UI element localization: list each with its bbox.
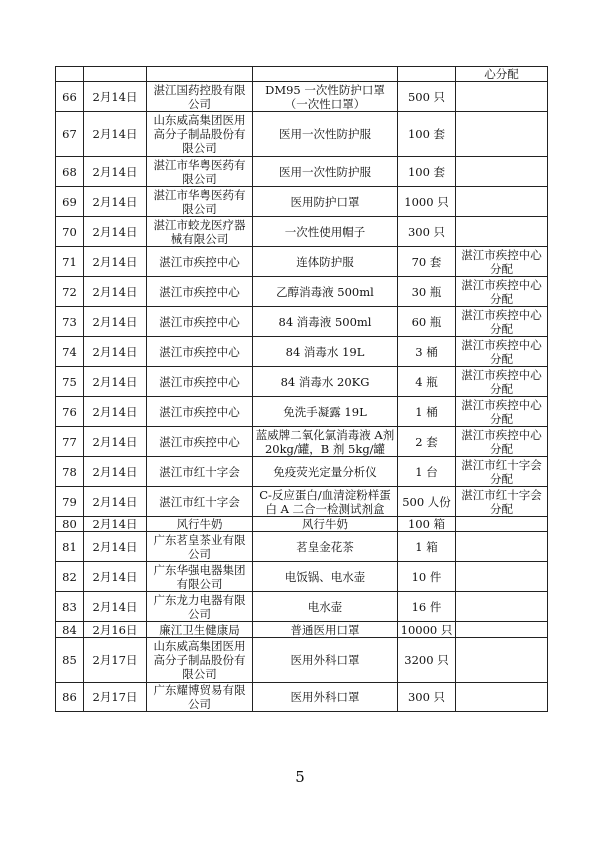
row-item: 茗皇金花茶 (253, 532, 398, 562)
table-row (56, 187, 548, 217)
table-row (56, 217, 548, 247)
row-date: 2月14日 (84, 397, 147, 427)
table-row (56, 82, 548, 112)
row-date: 2月14日 (84, 427, 147, 457)
row-note (456, 532, 548, 562)
row-donor: 湛江市华粤医药有限公司 (147, 157, 253, 187)
row-note: 湛江市红十字会分配 (456, 487, 548, 517)
row-quantity: 70 套 (398, 247, 456, 277)
row-donor: 湛江市疾控中心 (147, 277, 253, 307)
row-number: 86 (56, 683, 84, 712)
row-quantity: 1000 只 (398, 187, 456, 217)
row-note (456, 592, 548, 622)
row-donor: 湛江市红十字会 (147, 457, 253, 487)
row-note: 湛江市疾控中心分配 (456, 247, 548, 277)
row-item: 风行牛奶 (253, 517, 398, 532)
table-row (56, 307, 548, 337)
row-date: 2月17日 (84, 683, 147, 712)
row-number: 66 (56, 82, 84, 112)
row-note (456, 187, 548, 217)
row-donor: 湛江国药控股有限公司 (147, 82, 253, 112)
table-row (56, 247, 548, 277)
table-row (56, 157, 548, 187)
row-date: 2月14日 (84, 487, 147, 517)
table-row (56, 683, 548, 712)
row-quantity: 1 台 (398, 457, 456, 487)
row-quantity: 500 人份 (398, 487, 456, 517)
row-date: 2月14日 (84, 247, 147, 277)
row-quantity: 2 套 (398, 427, 456, 457)
row-number: 83 (56, 592, 84, 622)
row-note (456, 683, 548, 712)
row-quantity: 30 瓶 (398, 277, 456, 307)
row-date: 2月14日 (84, 307, 147, 337)
row-number: 75 (56, 367, 84, 397)
row-note: 湛江市红十字会分配 (456, 457, 548, 487)
row-item: 免疫荧光定量分析仪 (253, 457, 398, 487)
row-quantity: 10000 只 (398, 622, 456, 638)
row-donor: 风行牛奶 (147, 517, 253, 532)
row-donor: 广东茗皇茶业有限公司 (147, 532, 253, 562)
row-date: 2月14日 (84, 157, 147, 187)
row-item: 医用防护口罩 (253, 187, 398, 217)
row-note: 湛江市疾控中心分配 (456, 427, 548, 457)
row-note: 心分配 (456, 67, 548, 82)
page-number: 5 (295, 768, 305, 786)
row-item: 84 消毒水 19L (253, 337, 398, 367)
row-quantity: 100 箱 (398, 517, 456, 532)
row-number: 67 (56, 112, 84, 157)
row-quantity: 10 件 (398, 562, 456, 592)
row-note (456, 82, 548, 112)
row-note: 湛江市疾控中心分配 (456, 307, 548, 337)
row-number: 84 (56, 622, 84, 638)
row-item: 医用外科口罩 (253, 638, 398, 683)
table-row (56, 592, 548, 622)
row-number: 71 (56, 247, 84, 277)
row-number: 73 (56, 307, 84, 337)
row-item: 免洗手凝露 19L (253, 397, 398, 427)
row-item: DM95 一次性防护口罩（一次性口罩） (253, 82, 398, 112)
row-donor: 广东龙力电器有限公司 (147, 592, 253, 622)
row-donor: 湛江市疾控中心 (147, 427, 253, 457)
row-donor: 廉江卫生健康局 (147, 622, 253, 638)
row-date: 2月14日 (84, 592, 147, 622)
table-row (56, 562, 548, 592)
row-note: 湛江市疾控中心分配 (456, 367, 548, 397)
row-number (56, 67, 84, 82)
row-date: 2月14日 (84, 562, 147, 592)
row-donor (147, 67, 253, 82)
row-donor: 广东华强电器集团有限公司 (147, 562, 253, 592)
row-quantity: 1 桶 (398, 397, 456, 427)
row-number: 68 (56, 157, 84, 187)
row-quantity: 3200 只 (398, 638, 456, 683)
row-note (456, 562, 548, 592)
row-item: 一次性使用帽子 (253, 217, 398, 247)
row-quantity: 300 只 (398, 683, 456, 712)
row-note (456, 622, 548, 638)
row-donor: 山东威高集团医用高分子制品股份有限公司 (147, 638, 253, 683)
table-row (56, 427, 548, 457)
row-quantity (398, 67, 456, 82)
row-donor: 湛江市蛟龙医疗器械有限公司 (147, 217, 253, 247)
row-item: 84 消毒液 500ml (253, 307, 398, 337)
row-note: 湛江市疾控中心分配 (456, 337, 548, 367)
row-donor: 湛江市疾控中心 (147, 397, 253, 427)
row-quantity: 100 套 (398, 157, 456, 187)
row-date: 2月14日 (84, 112, 147, 157)
row-date: 2月14日 (84, 457, 147, 487)
row-date: 2月14日 (84, 217, 147, 247)
row-quantity: 1 箱 (398, 532, 456, 562)
row-number: 74 (56, 337, 84, 367)
row-number: 80 (56, 517, 84, 532)
row-item: 蓝威牌二氧化氯消毒液 A剂 20kg/罐，B 剂 5kg/罐 (253, 427, 398, 457)
row-date: 2月14日 (84, 367, 147, 397)
row-item: 乙醇消毒液 500ml (253, 277, 398, 307)
row-date: 2月14日 (84, 82, 147, 112)
row-item: 电水壶 (253, 592, 398, 622)
row-date: 2月14日 (84, 532, 147, 562)
row-number: 79 (56, 487, 84, 517)
table-row (56, 622, 548, 638)
row-item (253, 67, 398, 82)
row-note: 湛江市疾控中心分配 (456, 277, 548, 307)
row-note (456, 638, 548, 683)
row-number: 69 (56, 187, 84, 217)
row-number: 81 (56, 532, 84, 562)
row-note: 湛江市疾控中心分配 (456, 397, 548, 427)
row-donor: 湛江市华粤医药有限公司 (147, 187, 253, 217)
row-item: 医用外科口罩 (253, 683, 398, 712)
row-number: 85 (56, 638, 84, 683)
row-donor: 湛江市疾控中心 (147, 247, 253, 277)
table-row (56, 277, 548, 307)
row-donor: 湛江市疾控中心 (147, 367, 253, 397)
row-number: 78 (56, 457, 84, 487)
table-row (56, 517, 548, 532)
donation-table (55, 66, 548, 712)
table-row (56, 457, 548, 487)
row-date: 2月14日 (84, 517, 147, 532)
table-row (56, 397, 548, 427)
table-row (56, 367, 548, 397)
row-quantity: 100 套 (398, 112, 456, 157)
row-donor: 湛江市疾控中心 (147, 337, 253, 367)
table-row (56, 638, 548, 683)
row-item: 医用一次性防护服 (253, 157, 398, 187)
row-quantity: 60 瓶 (398, 307, 456, 337)
row-date: 2月14日 (84, 337, 147, 367)
row-quantity: 4 瓶 (398, 367, 456, 397)
row-donor: 广东耀博贸易有限公司 (147, 683, 253, 712)
row-item: 连体防护服 (253, 247, 398, 277)
row-date: 2月14日 (84, 187, 147, 217)
row-item: C-反应蛋白/血清淀粉样蛋白 A 二合一检测试剂盒 (253, 487, 398, 517)
row-note (456, 517, 548, 532)
row-donor: 湛江市红十字会 (147, 487, 253, 517)
table-row (56, 337, 548, 367)
row-quantity: 500 只 (398, 82, 456, 112)
row-number: 82 (56, 562, 84, 592)
row-number: 70 (56, 217, 84, 247)
table-row (56, 487, 548, 517)
table-row-continued (56, 67, 548, 82)
row-note (456, 112, 548, 157)
table-row (56, 112, 548, 157)
row-note (456, 157, 548, 187)
row-item: 84 消毒水 20KG (253, 367, 398, 397)
row-date (84, 67, 147, 82)
row-item: 普通医用口罩 (253, 622, 398, 638)
row-note (456, 217, 548, 247)
row-date: 2月17日 (84, 638, 147, 683)
row-number: 72 (56, 277, 84, 307)
row-quantity: 300 只 (398, 217, 456, 247)
row-number: 76 (56, 397, 84, 427)
row-date: 2月16日 (84, 622, 147, 638)
row-date: 2月14日 (84, 277, 147, 307)
row-number: 77 (56, 427, 84, 457)
row-item: 医用一次性防护服 (253, 112, 398, 157)
row-donor: 山东威高集团医用高分子制品股份有限公司 (147, 112, 253, 157)
row-donor: 湛江市疾控中心 (147, 307, 253, 337)
table-row (56, 532, 548, 562)
row-quantity: 16 件 (398, 592, 456, 622)
row-item: 电饭锅、电水壶 (253, 562, 398, 592)
row-quantity: 3 桶 (398, 337, 456, 367)
